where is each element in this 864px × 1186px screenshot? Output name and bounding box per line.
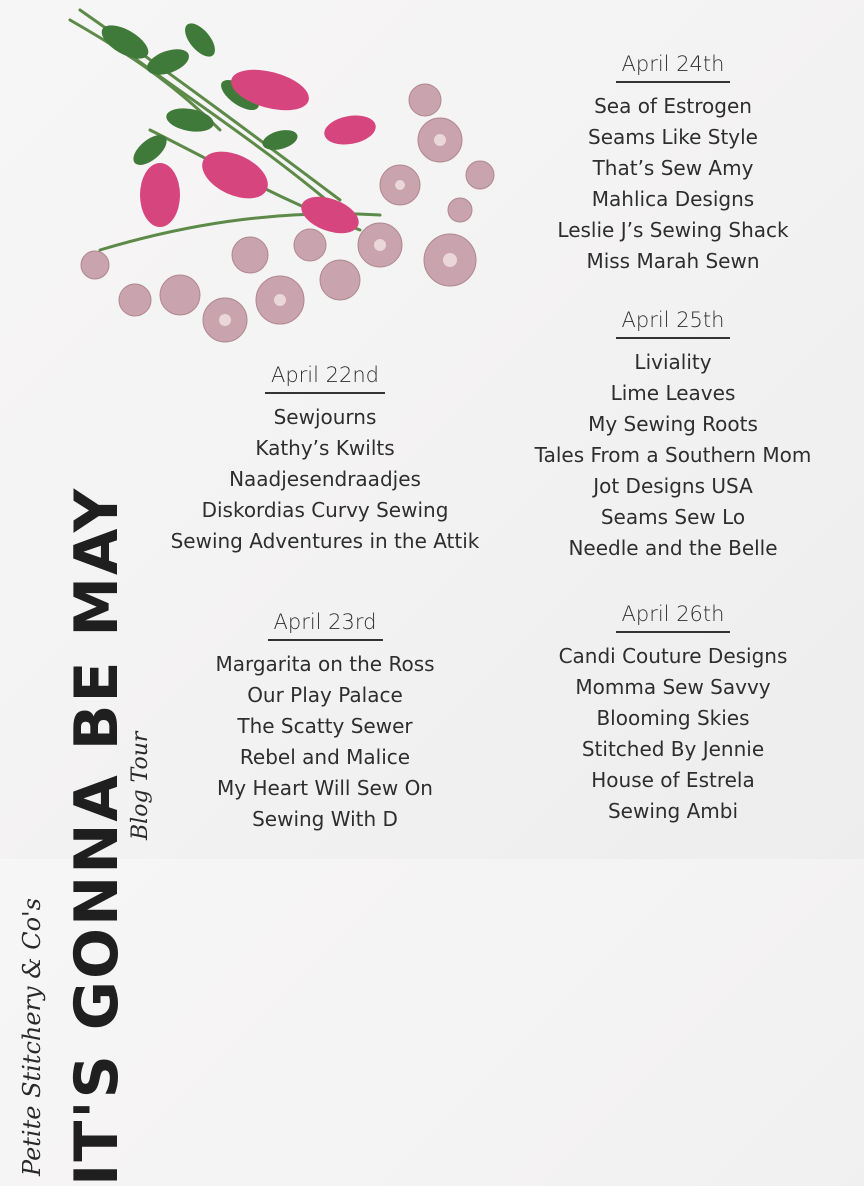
schedule-day-april-24 <box>530 52 816 277</box>
blog-name: Blooming Skies <box>596 706 750 730</box>
blog-name: Jot Designs USA <box>593 474 753 498</box>
date-heading: April 26th <box>616 602 731 633</box>
blog-name: That’s Sew Amy <box>592 156 754 180</box>
blog-name: Seams Sew Lo <box>600 505 746 529</box>
blog-name: Kathy’s Kwilts <box>255 436 395 460</box>
blog-name: Momma Sew Savvy <box>575 675 771 699</box>
blog-name: Liviality <box>634 350 712 374</box>
blog-name: House of Estrela <box>591 768 755 792</box>
blog-name: Sea of Estrogen <box>594 94 752 118</box>
blog-name: Stitched By Jennie <box>581 737 765 761</box>
blog-name: Sewing Adventures in the Attik <box>170 529 480 553</box>
blog-name: Candi Couture Designs <box>558 644 788 668</box>
schedule-day-april-23 <box>170 610 480 835</box>
blog-name: Sewing Ambi <box>607 799 739 823</box>
blog-name: My Sewing Roots <box>588 412 758 436</box>
blog-name: My Heart Will Sew On <box>217 776 433 800</box>
blog-name: Lime Leaves <box>610 381 736 405</box>
blog-name: Our Play Palace <box>247 683 403 707</box>
date-heading: April 22nd <box>265 363 385 394</box>
blog-name: The Scatty Sewer <box>237 714 413 738</box>
blog-name: Seams Like Style <box>588 125 758 149</box>
schedule-day-april-22 <box>170 363 480 557</box>
date-heading: April 23rd <box>268 610 383 641</box>
blog-name: Miss Marah Sewn <box>586 249 760 273</box>
blog-name: Tales From a Southern Mom <box>534 443 812 467</box>
blog-name: Naadjesendraadjes <box>229 467 421 491</box>
blog-name: Rebel and Malice <box>239 745 411 769</box>
schedule-day-april-26 <box>530 602 816 827</box>
blog-name: Needle and the Belle <box>568 536 778 560</box>
host-name: Petite Stitchery & Co's <box>18 898 46 1176</box>
blog-name: Margarita on the Ross <box>215 652 435 676</box>
vertical-title-block <box>0 340 170 1186</box>
tour-title: IT'S GONNA BE MAY <box>62 486 132 1186</box>
blog-name: Diskordias Curvy Sewing <box>201 498 449 522</box>
date-heading: April 25th <box>616 308 731 339</box>
date-heading: April 24th <box>616 52 731 83</box>
flower-bouquet-image <box>40 0 510 360</box>
blog-name: Mahlica Designs <box>591 187 755 211</box>
blog-name: Sewing With D <box>252 807 398 831</box>
schedule-day-april-25 <box>530 308 816 564</box>
blog-name: Sewjourns <box>273 405 377 429</box>
blog-name: Leslie J’s Sewing Shack <box>557 218 789 242</box>
tour-subtitle: Blog Tour <box>128 731 153 840</box>
